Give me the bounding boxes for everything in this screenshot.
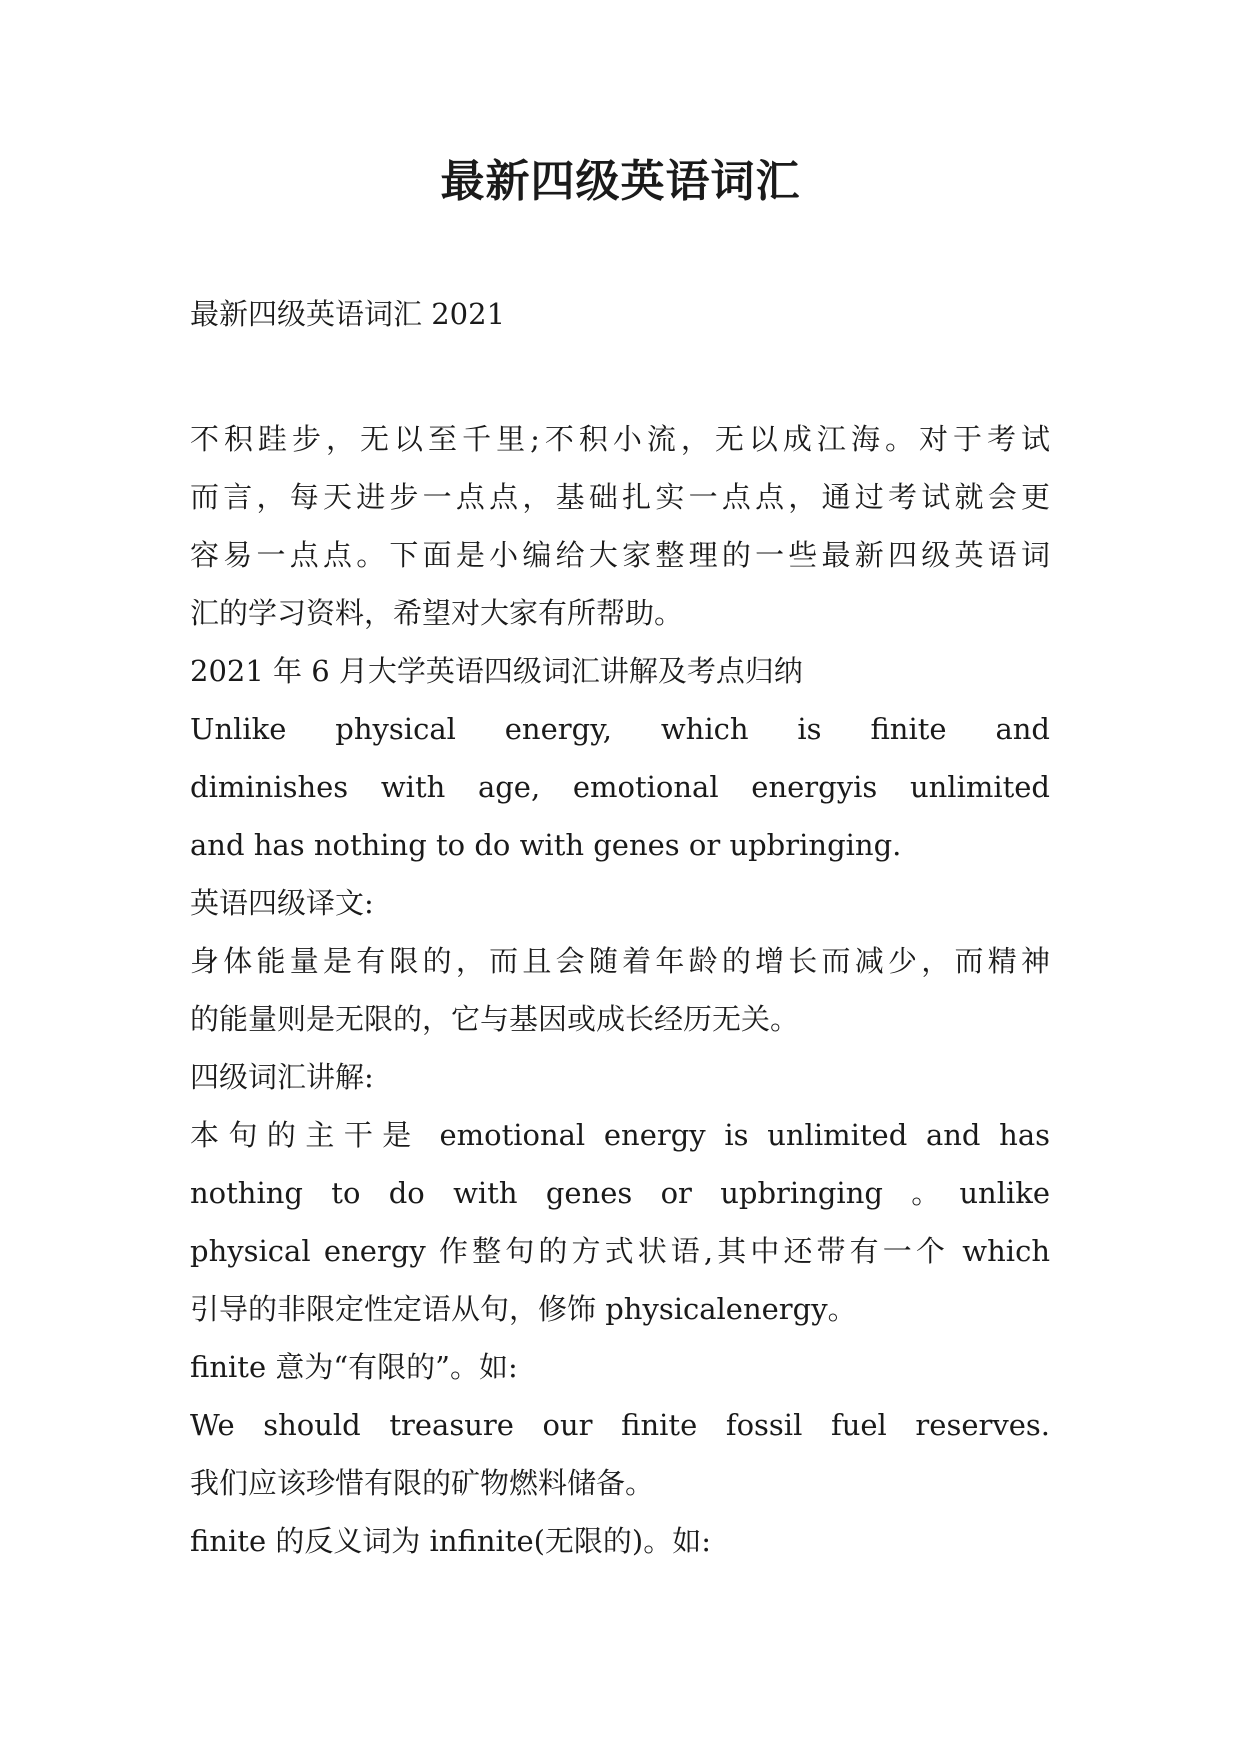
body-line: 而言，每天进步一点点，基础扎实一点点，通过考试就会更: [190, 480, 1050, 514]
body-line: 汇的学习资料，希望对大家有所帮助。: [190, 596, 684, 630]
body-line: 引导的非限定性定语从句，修饰 physicalenergy。: [190, 1292, 857, 1326]
body-line: 我们应该珍惜有限的矿物燃料储备。: [190, 1466, 655, 1500]
body-line: nothing to do with genes or upbringing 。unlike: [190, 1176, 1050, 1210]
body-line: 身体能量是有限的，而且会随着年龄的增长而减少，而精神: [190, 944, 1050, 978]
body-line: 本句的主干是 emotional energy is unlimited and has: [190, 1118, 1050, 1152]
body-line: 英语四级译文:: [190, 886, 374, 920]
document-body: [190, 410, 1050, 1570]
body-line: 容易一点点。下面是小编给大家整理的一些最新四级英语词: [190, 538, 1050, 572]
body-line: Unlike physical energy, which is finite and: [190, 712, 1050, 746]
body-line: 2021 年 6 月大学英语四级词汇讲解及考点归纳: [190, 654, 803, 688]
body-line: physical energy 作整句的方式状语,其中还带有一个 which: [190, 1234, 1050, 1268]
body-line: and has nothing to do with genes or upbringing.: [190, 828, 902, 862]
document-subtitle: 最新四级英语词汇 2021: [190, 297, 506, 331]
body-line: We should treasure our finite fossil fuel reserves.: [190, 1408, 1050, 1442]
body-line: finite 意为“有限的”。如:: [190, 1350, 518, 1384]
body-line: 不积跬步，无以至千里;不积小流，无以成江海。对于考试: [190, 422, 1050, 456]
body-line: 的能量则是无限的，它与基因或成长经历无关。: [190, 1002, 800, 1036]
document-title: 最新四级英语词汇: [440, 156, 801, 207]
body-line: 四级词汇讲解:: [190, 1060, 374, 1094]
body-line: finite 的反义词为 infinite(无限的)。如:: [190, 1524, 712, 1558]
body-line: diminishes with age, emotional energyis unlimited: [190, 770, 1050, 804]
